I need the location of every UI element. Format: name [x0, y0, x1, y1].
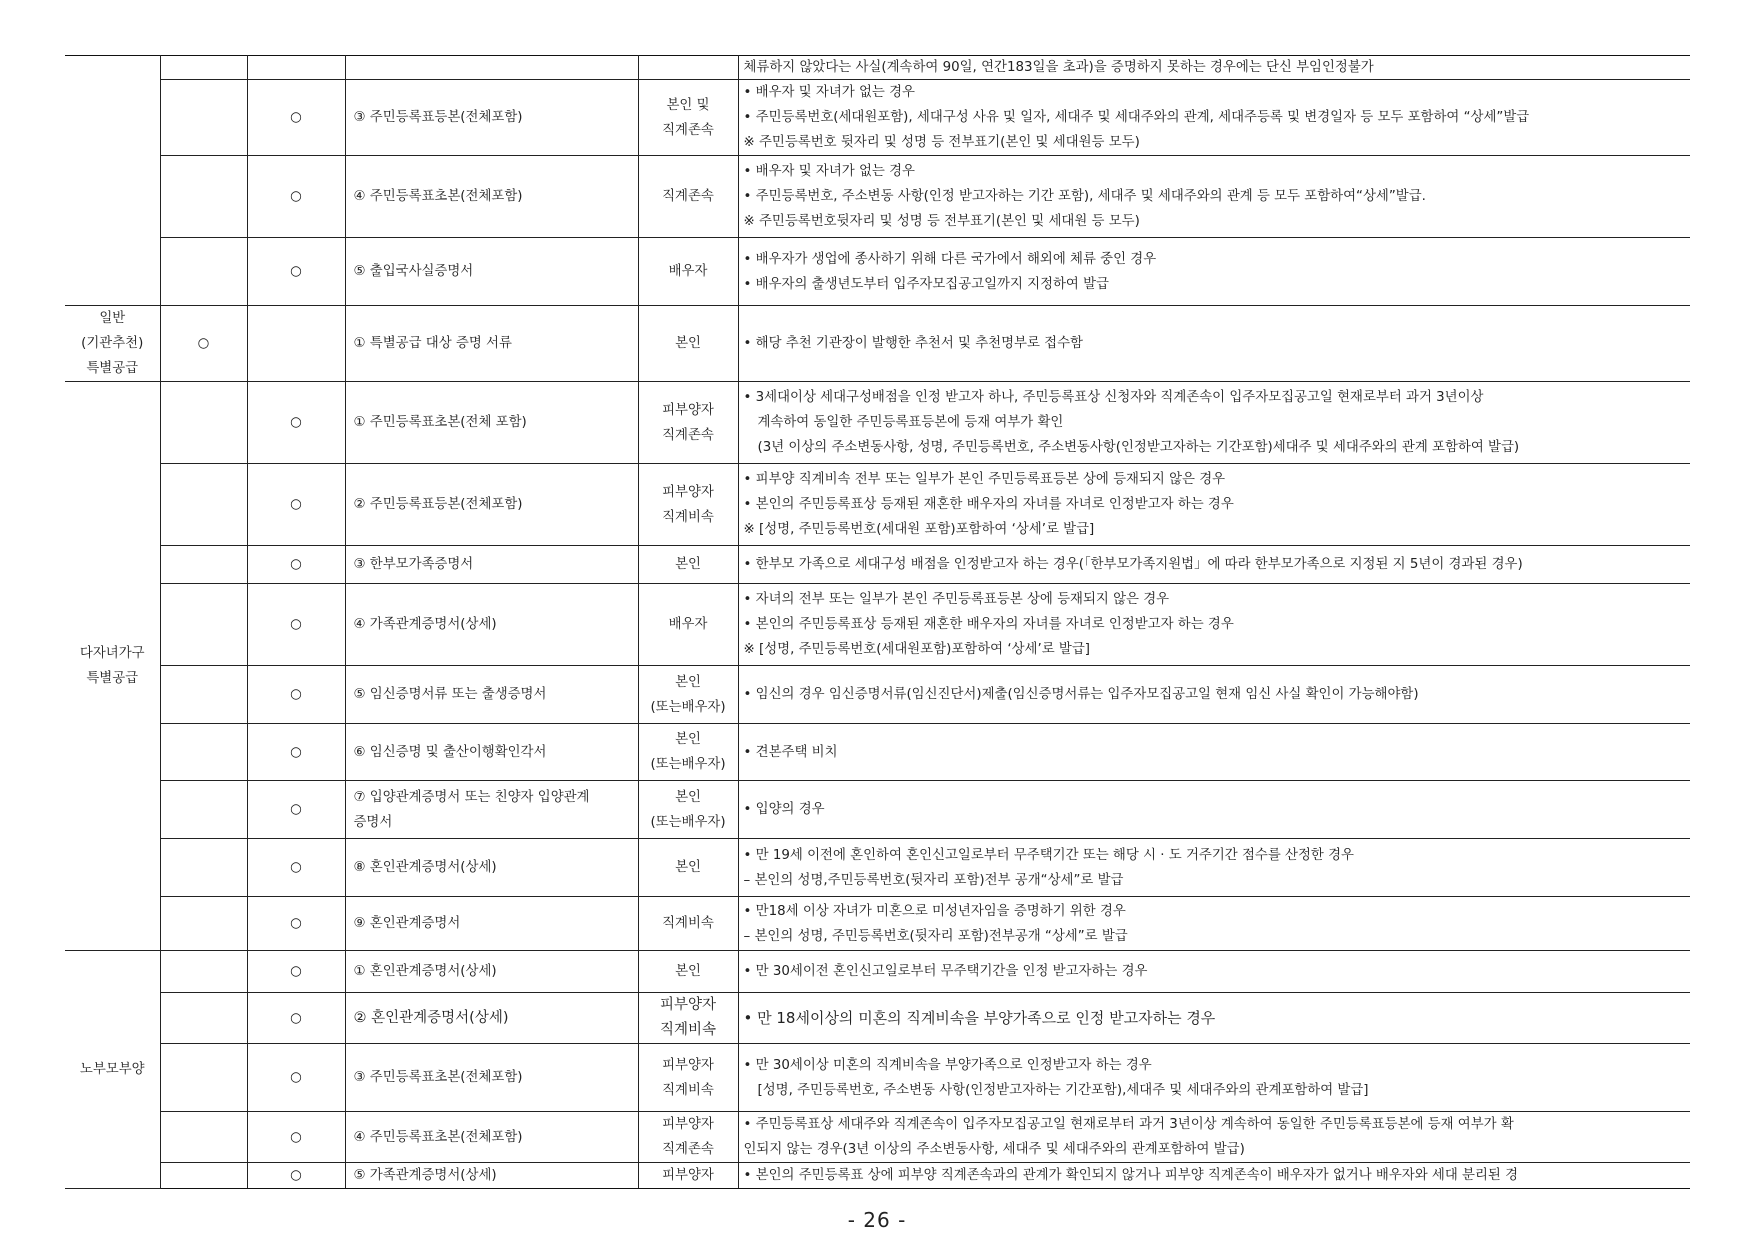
- table-row: [65, 1112, 1690, 1163]
- section-label-line: 특별공급: [86, 671, 139, 686]
- target-line: (또는배우자): [650, 699, 726, 715]
- circle-mark: ○: [290, 916, 302, 931]
- recommend-cell: [160, 306, 247, 382]
- note-line: • 주민등록번호, 주소변동 사항(인정 받고자하는 기간 포함), 세대주 및 세대주와의 관계 등 모두 포함하여“상세”발급.: [743, 189, 1426, 204]
- note-line: • 3세대이상 세대구성배점을 인정 받고자 하나, 주민등록표상 신청자와 직계존속이 입주자모집공고일 현재로부터 과거 3년이상: [743, 390, 1484, 405]
- table-row: [65, 156, 1690, 238]
- note-line: • 주민등록번호(세대원포함), 세대구성 사유 및 일자, 세대주 및 세대주와의 관계, 세대주등록 및 변경일자 등 모두 포함하여 “상세”발급: [743, 110, 1530, 125]
- recommend-cell: [160, 951, 247, 993]
- circle-mark: ○: [290, 264, 302, 279]
- document-name: [345, 951, 638, 993]
- target-line: 본인 및: [666, 97, 710, 113]
- target-person: [638, 80, 738, 156]
- table-row: [65, 951, 1690, 993]
- target-line: 피부양자: [662, 1057, 714, 1073]
- recommend-cell: [160, 839, 247, 897]
- note-line: • 본인의 주민등록표상 등재된 재혼한 배우자의 자녀를 자녀로 인정받고자 하는 경우: [743, 617, 1234, 632]
- document-name-text: ⑧ 혼인관계증명서(상세): [353, 860, 497, 875]
- note-line: • 만 19세 이전에 혼인하여 혼인신고일로부터 무주택기간 또는 해당 시 · 도 거주기간 점수를 산정한 경우: [743, 847, 1354, 863]
- circle-mark: ○: [290, 110, 302, 125]
- table-row: [65, 781, 1690, 839]
- note-line: • 만 30세이전 혼인신고일로부터 무주택기간을 인정 받고자하는 경우: [743, 964, 1148, 979]
- notes-cell: [738, 80, 1690, 156]
- target-person: [638, 1163, 738, 1189]
- target-cell: [638, 56, 738, 80]
- target-line: 직계존속: [662, 189, 714, 204]
- note-line: ※ [성명, 주민등록번호(세대원 포함)포함하여 ‘상세’로 발급]: [743, 522, 1095, 537]
- note-line: ※ 주민등록번호 뒷자리 및 성명 등 전부표기(본인 및 세대원등 모두): [743, 135, 1140, 150]
- mark-cell: [247, 238, 345, 306]
- document-name-text: ② 주민등록표등본(전체포함): [353, 497, 523, 512]
- document-name-text: ⑥ 임신증명 및 출산이행확인각서: [353, 744, 547, 760]
- target-line: 본인: [675, 336, 701, 351]
- table-row: [65, 382, 1690, 464]
- target-line: 배우자: [668, 264, 708, 279]
- table-row: [65, 464, 1690, 546]
- notes-cell: [738, 839, 1690, 897]
- table-row: [65, 584, 1690, 666]
- table-row: [65, 897, 1690, 951]
- table-row: [65, 724, 1690, 781]
- note-line: [성명, 주민등록번호, 주소변동 사항(인정받고자하는 기간포함),세대주 및 세대주와의 관계포함하여 발급]: [757, 1082, 1369, 1098]
- section-label-line: 특별공급: [86, 361, 139, 376]
- mark-cell: [247, 584, 345, 666]
- document-name-text: ③ 한부모가족증명서: [353, 557, 474, 572]
- document-name: [345, 897, 638, 951]
- target-person: [638, 464, 738, 546]
- section-label-line: (기관추천): [81, 336, 144, 351]
- section-general: [65, 306, 160, 382]
- circle-mark: ○: [290, 802, 302, 817]
- note-line: (3년 이상의 주소변동사항, 성명, 주민등록번호, 주소변동사항(인정받고자하는 기간포함)세대주 및 세대주와의 관계 포함하여 발급): [757, 440, 1520, 455]
- document-name: [345, 382, 638, 464]
- target-person: [638, 1044, 738, 1112]
- note-line: • 한부모 가족으로 세대구성 배점을 인정받고자 하는 경우(「한부모가족지원법」에 따라 한부모가족으로 지정된 지 5년이 경과된 경우): [743, 557, 1523, 572]
- document-name: [345, 546, 638, 584]
- note-line: • 본인의 주민등록표 상에 피부양 직계존속과의 관계가 확인되지 않거나 피부양 직계존속이 배우자가 없거나 배우자와 세대 분리된 경: [743, 1168, 1519, 1183]
- target-line: 본인: [675, 860, 701, 875]
- document-name: [345, 584, 638, 666]
- note-line: • 임신의 경우 임신증명서류(임신진단서)제출(임신증명서류는 입주자모집공고일 현재 임신 사실 확인이 가능해야함): [743, 687, 1419, 702]
- note-line: – 본인의 성명, 주민등록번호(뒷자리 포함)전부공개 “상세”로 발급: [743, 928, 1128, 944]
- note-line: • 피부양 직계비속 전부 또는 일부가 본인 주민등록표등본 상에 등재되지 않은 경우: [743, 472, 1226, 487]
- recommend-cell: [160, 156, 247, 238]
- document-name-text: ① 특별공급 대상 증명 서류: [353, 336, 512, 351]
- section-label-line: 다자녀가구: [79, 646, 145, 661]
- notes-cell: [738, 546, 1690, 584]
- recommend-cell: [160, 238, 247, 306]
- note-line: 인되지 않는 경우(3년 이상의 주소변동사항, 세대주 및 세대주와의 관계포함하여 발급): [743, 1142, 1245, 1157]
- target-line: 본인: [675, 732, 701, 747]
- target-line: 피부양자: [662, 1117, 714, 1132]
- table-row: [65, 238, 1690, 306]
- mark-cell: [247, 156, 345, 238]
- document-name: [345, 306, 638, 382]
- document-name: [345, 80, 638, 156]
- table-row: [65, 666, 1690, 724]
- target-line: (또는배우자): [650, 814, 726, 830]
- target-person: [638, 1112, 738, 1163]
- item-cell: [345, 56, 638, 80]
- circle-mark: ○: [290, 687, 302, 702]
- document-name: [345, 238, 638, 306]
- section-label: 노부모부양: [79, 1062, 145, 1077]
- document-name-text: ① 혼인관계증명서(상세): [353, 964, 497, 979]
- recommend-cell: [160, 781, 247, 839]
- recommend-cell: [160, 584, 247, 666]
- document-name-text: ⑤ 가족관계증명서(상세): [353, 1168, 497, 1183]
- target-line: 본인: [675, 557, 701, 572]
- target-person: [638, 546, 738, 584]
- circle-mark: ○: [290, 557, 302, 572]
- note-line: • 자녀의 전부 또는 일부가 본인 주민등록표등본 상에 등재되지 않은 경우: [743, 592, 1170, 607]
- mark-cell: [247, 382, 345, 464]
- note-line: • 본인의 주민등록표상 등재된 재혼한 배우자의 자녀를 자녀로 인정받고자 하는 경우: [743, 497, 1234, 512]
- recommend-cell: [160, 464, 247, 546]
- mark-cell: [247, 1044, 345, 1112]
- target-line: 피부양자: [659, 997, 717, 1013]
- document-name-text: ⑤ 임신증명서류 또는 출생증명서: [353, 687, 547, 702]
- table-row: [65, 839, 1690, 897]
- note-line: – 본인의 성명,주민등록번호(뒷자리 포함)전부 공개“상세”로 발급: [743, 872, 1124, 888]
- notes-cell: [738, 666, 1690, 724]
- circle-mark: ○: [290, 1168, 302, 1183]
- note-line: 계속하여 동일한 주민등록표등본에 등재 여부가 확인: [757, 415, 1064, 430]
- notes-cell: [738, 156, 1690, 238]
- document-name: [345, 993, 638, 1044]
- note-line: • 견본주택 비치: [743, 744, 838, 760]
- notes-cell: [738, 951, 1690, 993]
- recommend-cell: [160, 666, 247, 724]
- document-name-text: ④ 가족관계증명서(상세): [353, 617, 497, 632]
- target-line: 직계비속: [659, 1022, 717, 1038]
- target-line: 피부양자: [662, 1168, 714, 1183]
- target-person: [638, 993, 738, 1044]
- notes-cell: [738, 584, 1690, 666]
- document-name-text: ④ 주민등록표초본(전체포함): [353, 1129, 523, 1145]
- document-name: [345, 724, 638, 781]
- recommend-cell: [160, 56, 247, 80]
- target-person: [638, 156, 738, 238]
- circle-mark: ○: [290, 860, 302, 875]
- document-name-text: ③ 주민등록표등본(전체포함): [353, 110, 523, 125]
- recommend-cell: [160, 724, 247, 781]
- circle-mark: ○: [290, 497, 302, 512]
- recommend-cell: [160, 1112, 247, 1163]
- mark-cell: [247, 546, 345, 584]
- notes-cell: [738, 464, 1690, 546]
- section-multi-child: [65, 382, 160, 951]
- target-person: [638, 724, 738, 781]
- note-line: ※ 주민등록번호뒷자리 및 성명 등 전부표기(본인 및 세대원 등 모두): [743, 214, 1140, 229]
- notes-cell: [738, 238, 1690, 306]
- note-line: • 만 18세이상의 미혼의 직계비속을 부양가족으로 인정 받고자하는 경우: [743, 1008, 1216, 1027]
- mark-cell: [247, 1163, 345, 1189]
- continuation-note: 체류하지 않았다는 사실(계속하여 90일, 연간183일을 초과)을 증명하지 못하는 경우에는 단신 부임인정불가: [743, 59, 1374, 75]
- notes-cell: [738, 382, 1690, 464]
- table-row: [65, 993, 1690, 1044]
- document-name-text: ⑨ 혼인관계증명서: [353, 916, 461, 931]
- mark-cell: [247, 1112, 345, 1163]
- recommend-cell: [160, 382, 247, 464]
- document-name: [345, 1112, 638, 1163]
- recommend-cell: [160, 80, 247, 156]
- mark-cell: [247, 464, 345, 546]
- mark-cell: [247, 839, 345, 897]
- notes-cell: [738, 1163, 1690, 1189]
- recommend-cell: [160, 1163, 247, 1189]
- section-cell-continued: [65, 56, 160, 306]
- target-line: 직계존속: [662, 122, 714, 138]
- target-person: [638, 897, 738, 951]
- document-name: [345, 666, 638, 724]
- document-name: [345, 156, 638, 238]
- notes-cell: [738, 1044, 1690, 1112]
- recommend-cell: [160, 1044, 247, 1112]
- target-line: 직계비속: [662, 509, 714, 525]
- document-name-text: ④ 주민등록표초본(전체포함): [353, 189, 523, 204]
- document-table: [65, 55, 1690, 1189]
- target-person: [638, 584, 738, 666]
- note-line: • 입양의 경우: [743, 802, 825, 817]
- target-line: 직계비속: [662, 1082, 714, 1098]
- note-line: • 배우자가 생업에 종사하기 위해 다른 국가에서 해외에 체류 중인 경우: [743, 251, 1157, 267]
- mark-cell: [247, 666, 345, 724]
- note-line: • 배우자의 출생년도부터 입주자모집공고일까지 지정하여 발급: [743, 276, 1109, 292]
- table-row: [65, 1163, 1690, 1189]
- note-line: • 배우자 및 자녀가 없는 경우: [743, 85, 915, 100]
- table-row: [65, 546, 1690, 584]
- section-label-line: 일반: [99, 311, 126, 326]
- circle-mark: ○: [290, 1010, 302, 1026]
- mark-cell: [247, 724, 345, 781]
- page-number: - 26 -: [847, 1208, 907, 1232]
- document-name-text: ⑤ 출입국사실증명서: [353, 264, 474, 279]
- circle-mark: ○: [290, 964, 302, 979]
- note-line: • 만 30세이상 미혼의 직계비속을 부양가족으로 인정받고자 하는 경우: [743, 1057, 1152, 1073]
- document-name: [345, 464, 638, 546]
- note-line: • 만18세 이상 자녀가 미혼으로 미성년자임을 증명하기 위한 경우: [743, 903, 1126, 919]
- target-line: 본인: [675, 789, 701, 805]
- circle-mark: ○: [290, 415, 302, 430]
- document-name-text: ③ 주민등록표초본(전체포함): [353, 1070, 523, 1085]
- table-row: [65, 80, 1690, 156]
- table-row: [65, 306, 1690, 382]
- recommend-cell: [160, 897, 247, 951]
- mark-cell: [247, 993, 345, 1044]
- target-person: [638, 951, 738, 993]
- notes-cell: [738, 724, 1690, 781]
- target-line: 직계존속: [662, 427, 714, 443]
- mark-cell: [247, 781, 345, 839]
- notes-cell: [738, 781, 1690, 839]
- target-line: 피부양자: [662, 484, 714, 500]
- document-name-text: ① 주민등록표초본(전체 포함): [353, 415, 527, 430]
- target-person: [638, 382, 738, 464]
- document-name: [345, 781, 638, 839]
- circle-mark: ○: [290, 1070, 302, 1085]
- target-person: [638, 306, 738, 382]
- document-name-line: ⑦ 입양관계증명서 또는 친양자 입양관계: [353, 789, 590, 805]
- recommend-cell: [160, 993, 247, 1044]
- mark-cell: [247, 80, 345, 156]
- notes-cell: [738, 306, 1690, 382]
- document-name-text: ② 혼인관계증명서(상세): [353, 1009, 509, 1026]
- target-line: 본인: [675, 964, 701, 979]
- target-line: 본인: [675, 674, 701, 690]
- circle-mark: ○: [290, 617, 302, 632]
- document-name: [345, 1044, 638, 1112]
- circle-mark: ○: [290, 1129, 302, 1145]
- note-line: ※ [성명, 주민등록번호(세대원포함)포함하여 ‘상세’로 발급]: [743, 642, 1090, 657]
- section-elderly-parent: [65, 951, 160, 1189]
- target-person: [638, 238, 738, 306]
- target-person: [638, 839, 738, 897]
- target-person: [638, 666, 738, 724]
- target-line: 직계비속: [662, 916, 714, 931]
- table-row: [65, 1044, 1690, 1112]
- note-line: • 해당 추천 기관장이 발행한 추천서 및 추천명부로 접수함: [743, 336, 1083, 351]
- document-name-line: 증명서: [353, 814, 393, 830]
- recommend-cell: [160, 546, 247, 584]
- document-name: [345, 1163, 638, 1189]
- target-line: 직계존속: [662, 1142, 714, 1157]
- circle-mark: ○: [197, 336, 210, 351]
- target-person: [638, 781, 738, 839]
- target-line: (또는배우자): [650, 757, 726, 772]
- notes-cell: [738, 56, 1690, 80]
- note-line: • 배우자 및 자녀가 없는 경우: [743, 164, 915, 179]
- mark-cell: [247, 897, 345, 951]
- note-line: • 주민등록표상 세대주와 직계존속이 입주자모집공고일 현재로부터 과거 3년이상 계속하여 동일한 주민등록표등본에 등재 여부가 확: [743, 1117, 1514, 1132]
- notes-cell: [738, 1112, 1690, 1163]
- circle-mark: ○: [290, 744, 302, 760]
- target-line: 배우자: [668, 617, 708, 632]
- mark-cell: [247, 306, 345, 382]
- notes-cell: [738, 897, 1690, 951]
- document-name: [345, 839, 638, 897]
- mark-cell: [247, 951, 345, 993]
- circle-mark: ○: [290, 189, 302, 204]
- notes-cell: [738, 993, 1690, 1044]
- target-line: 피부양자: [662, 402, 714, 418]
- mark-cell: [247, 56, 345, 80]
